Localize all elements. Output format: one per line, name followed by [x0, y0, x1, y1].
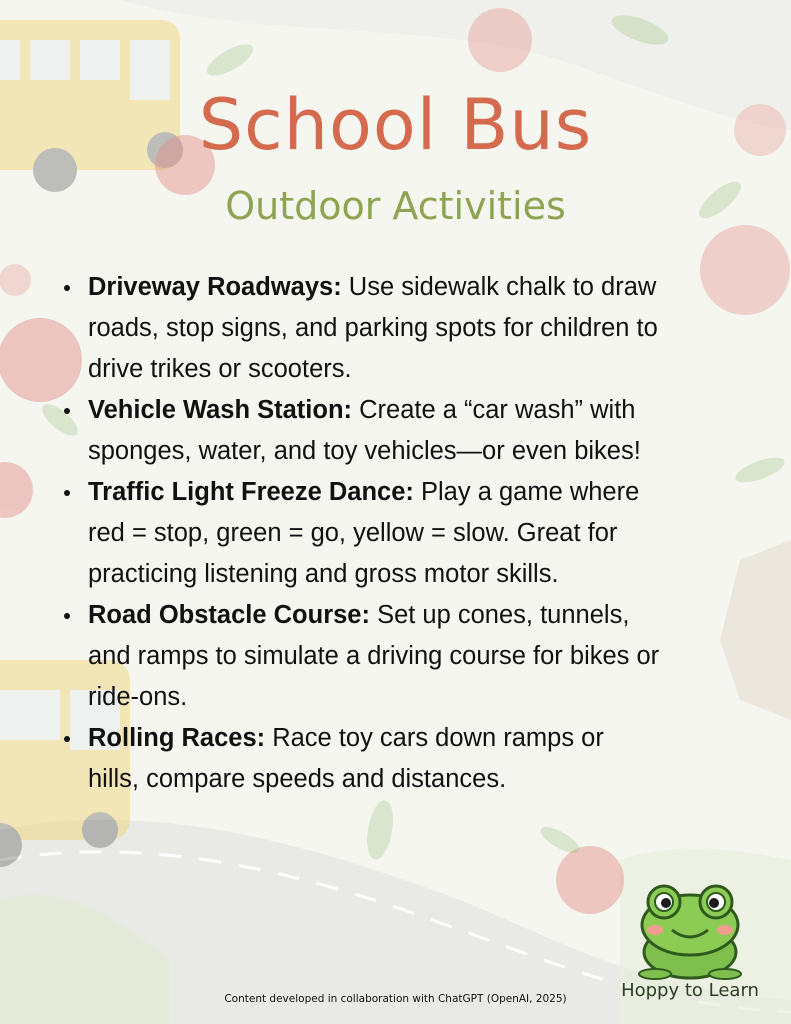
- list-item: [58, 718, 758, 800]
- activity-description-line: practicing listening and gross motor skills.: [88, 560, 559, 588]
- activity-description-line: drive trikes or scooters.: [88, 355, 352, 383]
- activity-name: Rolling Races:: [88, 724, 266, 752]
- list-item: [58, 595, 758, 718]
- page-title: School Bus: [198, 84, 593, 166]
- bullet-icon: [64, 408, 70, 414]
- activity-name: Driveway Roadways:: [88, 273, 342, 301]
- activity-description: Race toy cars down ramps or: [265, 724, 604, 752]
- bullet-icon: [64, 736, 70, 742]
- bullet-icon: [64, 285, 70, 291]
- list-item: [58, 472, 758, 595]
- frog-mascot-icon: [600, 880, 780, 980]
- activity-description-line: red = stop, green = go, yellow = slow. Great for: [88, 519, 618, 547]
- activity-description-line: hills, compare speeds and distances.: [88, 765, 507, 793]
- activity-description-line: sponges, water, and toy vehicles—or even bikes!: [88, 437, 641, 465]
- activity-description-line: roads, stop signs, and parking spots for children to: [88, 314, 658, 342]
- activity-description: Set up cones, tunnels,: [369, 601, 630, 629]
- footer-credit: Content developed in collaboration with ChatGPT (OpenAI, 2025): [224, 993, 567, 1005]
- activity-description-line: and ramps to simulate a driving course for bikes or: [88, 642, 660, 670]
- activity-name: Vehicle Wash Station:: [88, 396, 353, 424]
- brand-name: Hoppy to Learn: [621, 980, 759, 1001]
- bullet-icon: [64, 490, 70, 496]
- brand-logo: [600, 880, 780, 1010]
- activity-description: Use sidewalk chalk to draw: [341, 273, 657, 301]
- bullet-icon: [64, 613, 70, 619]
- activity-name: Road Obstacle Course:: [88, 601, 370, 629]
- page-subtitle: Outdoor Activities: [225, 184, 566, 228]
- activity-list: [58, 267, 758, 800]
- activity-description: Create a “car wash” with: [352, 396, 636, 424]
- activity-description: Play a game where: [413, 478, 640, 506]
- activity-description-line: ride-ons.: [88, 683, 188, 711]
- activity-name: Traffic Light Freeze Dance:: [88, 478, 414, 506]
- list-item: [58, 390, 758, 472]
- list-item: [58, 267, 758, 390]
